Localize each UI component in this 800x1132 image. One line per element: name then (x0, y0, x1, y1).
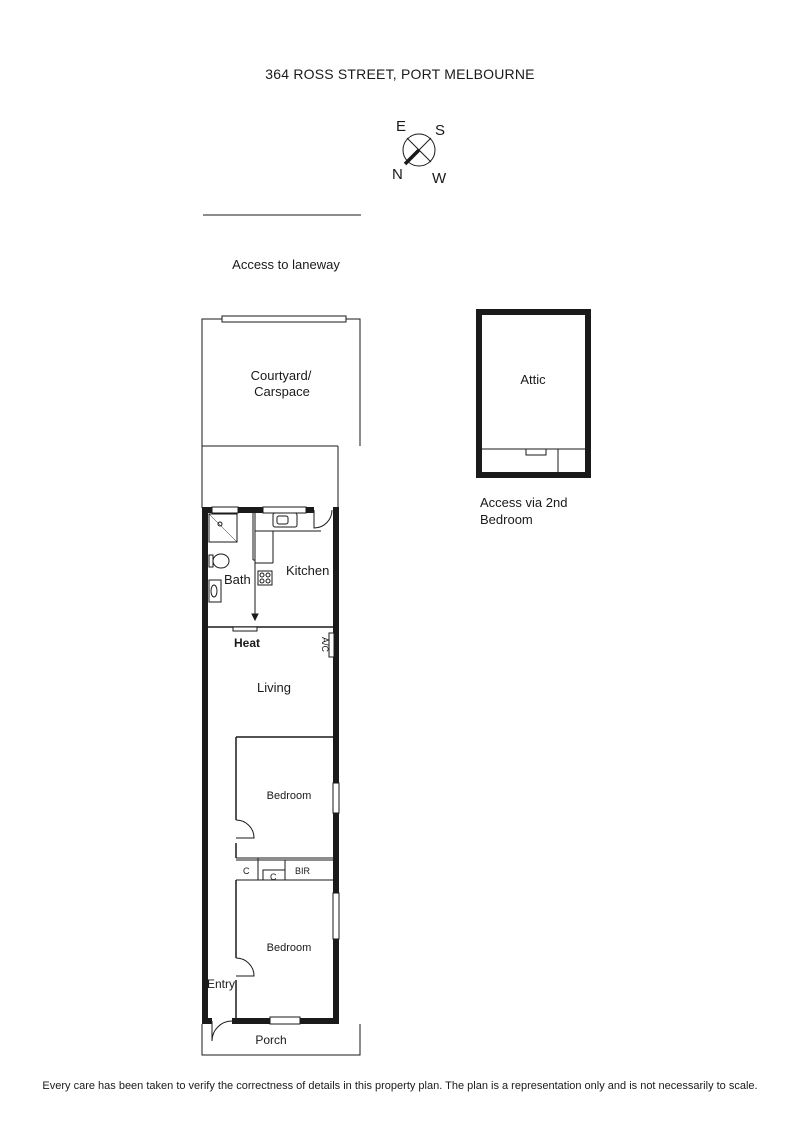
disclaimer: Every care has been taken to verify the correctness of details in this property plan. The plan is a representation only and is not necessarily to scale. (42, 1080, 758, 1092)
kitchen-window (263, 507, 306, 513)
laneway-label: Access to laneway (232, 257, 340, 272)
compass-n: N (392, 166, 403, 183)
cupboard-1-label: C (243, 866, 250, 876)
bedroom-2-window (333, 893, 339, 939)
attic-label: Attic (520, 372, 546, 387)
heater-icon (233, 627, 257, 631)
bedroom-1-window (333, 783, 339, 813)
entry-door (212, 1021, 232, 1041)
heat-label: Heat (234, 636, 261, 650)
porch-label: Porch (255, 1033, 287, 1047)
bedroom-2 (236, 880, 254, 1021)
rear-gate (222, 316, 346, 322)
bath-window (212, 507, 238, 513)
courtyard-label-2: Carspace (254, 384, 310, 399)
courtyard-area (202, 316, 360, 508)
attic-access-1: Access via 2nd (480, 495, 568, 510)
bedroom-2-label: Bedroom (266, 942, 312, 954)
kitchen-label: Kitchen (286, 563, 330, 578)
bath-label: Bath (224, 572, 251, 587)
attic (479, 312, 588, 475)
courtyard-label-1: Courtyard/ (250, 368, 312, 383)
compass-w: W (432, 170, 447, 187)
attic-access-2: Bedroom (480, 512, 533, 527)
compass-e: E (396, 118, 407, 135)
bir-label: BIR (295, 866, 311, 876)
storage-area (236, 858, 336, 880)
front-window (270, 1017, 300, 1024)
entry-label: Entry (207, 977, 236, 991)
compass-icon (403, 134, 435, 166)
compass-s: S (435, 122, 446, 139)
kitchen-door (314, 510, 332, 528)
ac-label: A/C (320, 637, 330, 653)
plan-title: 364 ROSS STREET, PORT MELBOURNE (265, 66, 535, 82)
cupboard-2-label: C (270, 872, 277, 882)
living-label: Living (257, 680, 291, 695)
bedroom-1-label: Bedroom (266, 790, 312, 802)
